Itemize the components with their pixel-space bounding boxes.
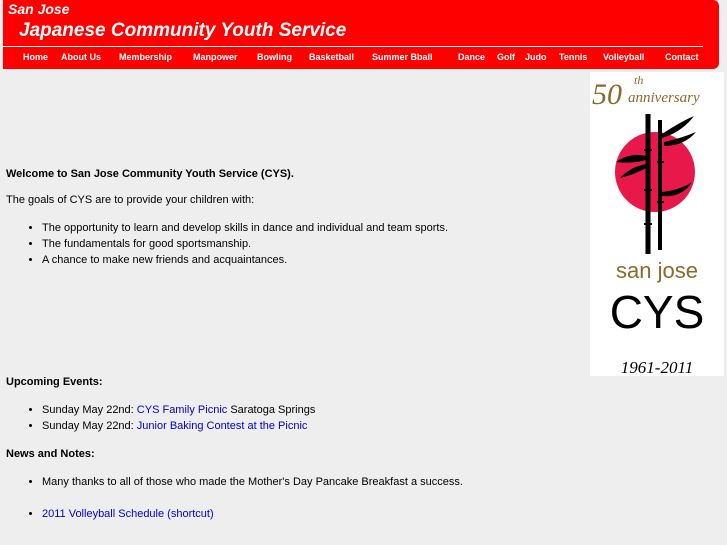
anniversary-logo-graphic — [590, 72, 724, 376]
event-date: Sunday May 22nd: — [42, 420, 137, 432]
anniversary-word: anniversary — [628, 90, 700, 106]
anniversary-logo — [590, 72, 724, 376]
nav-judo[interactable]: Judo — [525, 52, 547, 62]
news-list — [6, 474, 581, 490]
logo-years: 1961-2011 — [620, 358, 694, 376]
site-title: Japanese Community Youth Service — [19, 20, 347, 41]
nav-dance[interactable]: Dance — [458, 52, 486, 62]
site-header — [3, 0, 719, 69]
goals-intro: The goals of CYS are to provide your children with: — [6, 194, 255, 206]
anniversary-suffix: th — [634, 73, 644, 87]
goal-item: • A chance to make new friends and acquaintances. — [42, 252, 581, 268]
nav-golf[interactable]: Golf — [497, 52, 515, 62]
events-heading: Upcoming Events: — [6, 376, 103, 388]
volleyball-schedule-link[interactable]: 2011 Volleyball Schedule (shortcut) — [42, 508, 214, 520]
header-divider — [3, 46, 703, 47]
nav-volleyball[interactable]: Volleyball — [603, 52, 645, 62]
goals-list — [6, 220, 581, 268]
events-list — [6, 402, 581, 434]
nav-home[interactable]: Home — [23, 52, 49, 62]
nav-summer-bball[interactable]: Summer Bball — [372, 52, 433, 62]
goal-item: • The opportunity to learn and develop skills in dance and individual and team sports. — [42, 220, 581, 236]
nav-contact[interactable]: Contact — [665, 52, 699, 62]
nav-about-us[interactable]: About Us — [61, 52, 101, 62]
logo-org: CYS — [609, 286, 705, 338]
site-location-title: San Jose — [8, 1, 70, 17]
event-link-family-picnic[interactable]: CYS Family Picnic — [136, 404, 228, 416]
welcome-heading: Welcome to San Jose Community Youth Service (CYS). — [6, 168, 294, 180]
nav-basketball[interactable]: Basketball — [309, 52, 355, 62]
anniversary-number: 50 — [592, 78, 622, 111]
goal-item: • The fundamentals for good sportsmanship. — [42, 236, 581, 252]
event-link-baking-contest[interactable]: Junior Baking Contest at the Picnic — [136, 420, 308, 432]
nav-bowling[interactable]: Bowling — [257, 52, 292, 62]
news-item: • Many thanks to all of those who made the Mother's Day Pancake Breakfast a success. — [42, 474, 581, 490]
nav-membership[interactable]: Membership — [119, 52, 173, 62]
logo-city: san jose — [616, 258, 698, 283]
nav-tennis[interactable]: Tennis — [559, 52, 588, 62]
main-nav — [3, 52, 719, 64]
nav-manpower[interactable]: Manpower — [193, 52, 238, 62]
event-location: Saratoga Springs — [227, 404, 316, 416]
event-date: Sunday May 22nd: — [42, 404, 137, 416]
event-item — [42, 402, 581, 418]
schedule-list — [6, 506, 581, 522]
news-heading: News and Notes: — [6, 448, 95, 460]
event-item — [42, 418, 581, 434]
main-content — [6, 166, 581, 522]
schedule-item — [42, 506, 581, 522]
